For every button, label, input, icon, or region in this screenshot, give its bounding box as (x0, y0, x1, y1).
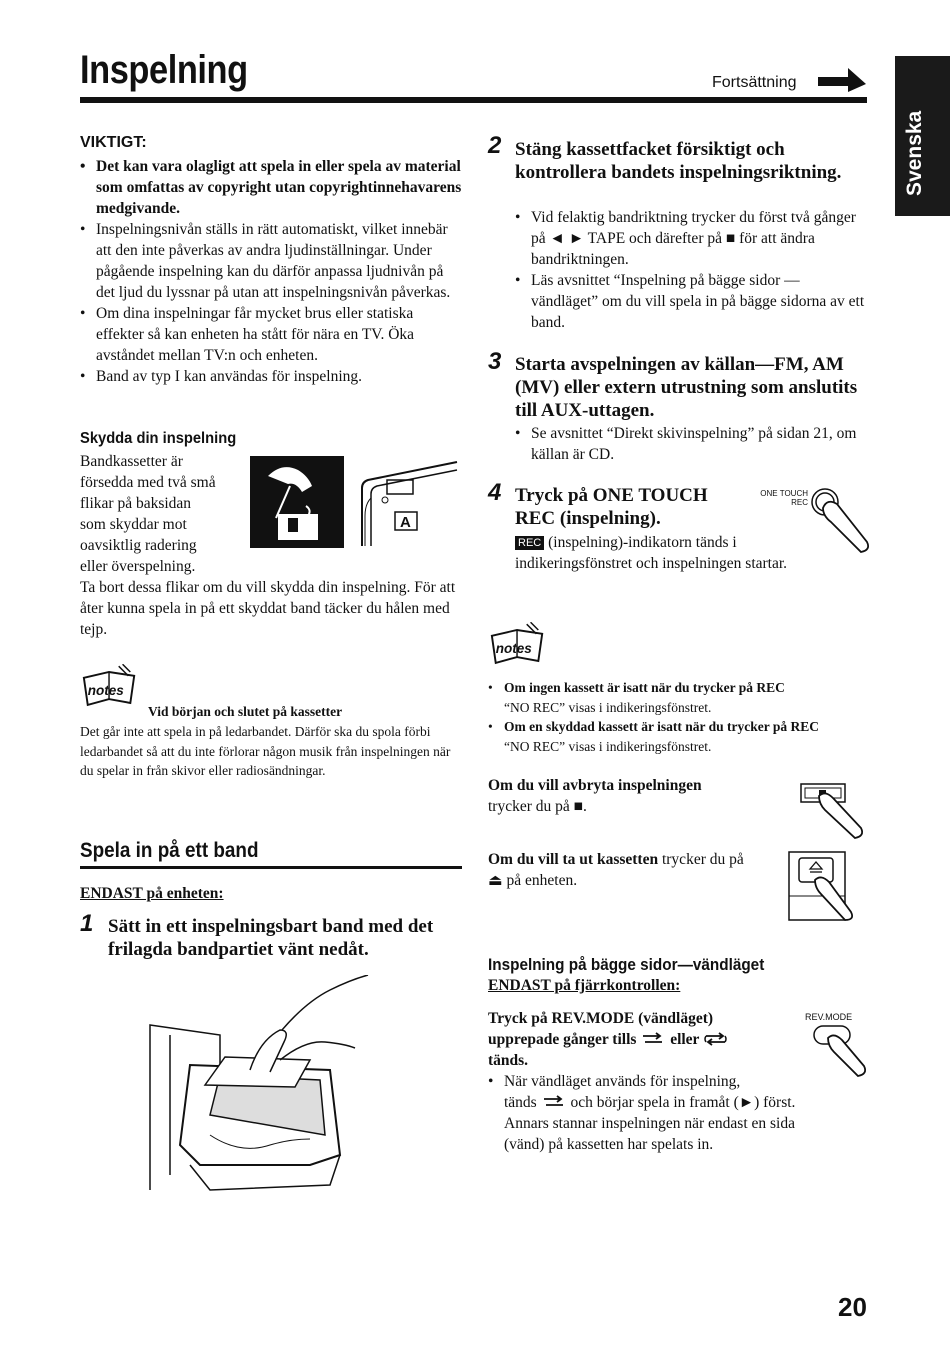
reverse-both-ways-icon (703, 1032, 729, 1046)
rev-item-line: Annars stannar inspelningen när endast en sida (vänd) på kassetten har spelats in. (504, 1115, 795, 1153)
page-number: 20 (838, 1292, 867, 1322)
reverse-one-way-icon (640, 1032, 666, 1046)
step-3-number: 3 (488, 348, 502, 375)
continuation-arrow-icon (818, 66, 868, 94)
protect-line: Bandkassetter är (80, 453, 183, 470)
notes-text: Det går inte att spela in på ledarbandet. Därför ska du spola förbi ledarbandet så att du inte förlorar någon musik från inspelningen när du spelar in från skivor eller radiosändningar. (80, 724, 451, 778)
rev-list (488, 1071, 833, 1155)
notes-heading: Vid början och slutet på kassetter (148, 704, 343, 719)
important-list (80, 156, 462, 387)
continuation-label: Fortsättning (712, 74, 797, 91)
step-2-list (515, 207, 865, 333)
rev-mode-label: REV.MODE (805, 1012, 853, 1022)
important-item: • Inspelningsnivån ställs in rätt automatiskt, vilket innebär att den inte påverkas av andra ljudinställningar. Under pågående inspelning kan du därför anpassa ljudnivån på det ljud du lyssnar på utan att inspelningsnivån påverkas. (80, 219, 462, 303)
protect-line: oavsiktlig radering (80, 537, 197, 554)
rev-item-line (504, 1092, 833, 1113)
protect-line: eller överspelning. (80, 558, 196, 575)
stop-button-illustration (795, 780, 870, 840)
protect-tail: Ta bort dessa flikar om du vill skydda din inspelning. För att åter kunna spela in på ett skyddat band täcker du hålen med tejp. (80, 579, 456, 638)
step-4-number: 4 (488, 479, 502, 506)
important-item: • Band av typ I kan användas för inspelning. (80, 366, 462, 387)
step-1-number: 1 (80, 910, 94, 937)
one-touch-label (760, 489, 808, 507)
step-3-text: Starta avspelningen av källan—FM, AM (MV) eller extern utrustning som anslutits till AUX-uttagen. (515, 354, 858, 421)
rev-only-label: ENDAST på fjärrkontrollen: (488, 977, 681, 994)
header-rule (80, 97, 867, 103)
protect-line: som skyddar mot (80, 516, 187, 533)
rev-instruction (488, 1008, 788, 1071)
rev-item-part: och börjar spela in framåt (►) först. (570, 1094, 796, 1111)
notes-icon (488, 622, 548, 667)
note-item-text: “NO REC” visas i indikeringsfönstret. (504, 699, 712, 715)
svg-text:A: A (400, 514, 411, 531)
step-2-item: • Vid felaktig bandriktning trycker du först två gånger på ◄ ► TAPE och därefter på ■ för att ändra bandriktningen. (515, 207, 865, 270)
step-1-text: Sätt in ett inspelningsbart band med det frilagda bandpartiet vänt nedåt. (108, 916, 434, 960)
eject-heading: Om du vill ta ut kassetten (488, 851, 659, 868)
rev-instruction-part: upprepade gånger tills (488, 1031, 637, 1048)
cassette-corner-illustration (357, 456, 462, 548)
rev-instruction-line (488, 1029, 788, 1050)
rev-instruction-part: eller (670, 1031, 700, 1048)
eject-button-illustration (785, 850, 870, 922)
note-item-heading: • Om ingen kassett är isatt när du trycker på REC (504, 680, 785, 695)
section-rule (80, 866, 462, 869)
eject-text-part: trycker du på (658, 851, 744, 868)
step-3-list (515, 423, 865, 465)
important-item: • Det kan vara olagligt att spela in eller spela av material som omfattas av copyright utan copyrightinnehavarens medgivande. (80, 156, 462, 219)
step-2-text: Stäng kassettfacket försiktigt och kontrollera bandets inspelningsriktning. (515, 139, 842, 183)
step-2-number: 2 (488, 132, 502, 159)
stop-heading: Om du vill avbryta inspelningen (488, 777, 702, 794)
cassette-tab-illustration (250, 456, 344, 548)
eject-text (488, 849, 778, 891)
rec-indicator-badge: REC (515, 536, 544, 550)
note-item (488, 717, 878, 756)
rev-item (488, 1071, 833, 1155)
stop-text: trycker du på ■. (488, 798, 587, 815)
notes-icon (80, 664, 140, 709)
notes-icon-label: notes (87, 683, 124, 699)
note-item (488, 678, 878, 717)
rev-mode-button-illustration (810, 1022, 872, 1082)
one-touch-label-line: ONE TOUCH (760, 489, 808, 498)
page-title: Inspelning (80, 48, 248, 92)
rev-instruction-line: tänds. (488, 1052, 529, 1069)
step-4-text: Tryck på ONE TOUCH REC (inspelning). (515, 485, 708, 529)
one-touch-label-line: REC (791, 498, 808, 507)
language-tab-label: Svenska (903, 110, 926, 196)
important-heading: VIKTIGT: (80, 134, 147, 151)
notes-icon-label: notes (495, 641, 532, 657)
note-item-heading: • Om en skyddad kassett är isatt när du trycker på REC (504, 719, 820, 734)
protect-line: flikar på baksidan (80, 495, 192, 512)
step-2-item: • Läs avsnittet “Inspelning på bägge sidor —vändläget” om du vill spela in på bägge sidorna av ett band. (515, 270, 865, 333)
step-4-body-text: (inspelning)-indikatorn tänds i indikeringsfönstret och inspelningen startar. (515, 534, 788, 572)
one-touch-rec-button-illustration (805, 482, 875, 554)
right-notes-list (488, 678, 878, 756)
cassette-insert-illustration (130, 975, 370, 1195)
step-4-body (515, 532, 790, 574)
eject-text-part: ⏏ på enheten. (488, 872, 578, 889)
important-item: • Om dina inspelningar får mycket brus eller statiska effekter så kan enheten ha stått för nära en TV. Öka avståndet mellan TV:n och enheten. (80, 303, 462, 366)
note-item-text: “NO REC” visas i indikeringsfönstret. (504, 738, 712, 754)
protect-heading: Skydda din inspelning (80, 430, 237, 447)
rev-heading: Inspelning på bägge sidor—vändläget (488, 955, 765, 974)
language-tab (895, 56, 950, 216)
protect-text (80, 451, 250, 577)
protect-line: försedda med två små (80, 474, 216, 491)
reverse-one-way-icon (541, 1095, 567, 1109)
rev-item-line: • När vändläget används för inspelning, (504, 1073, 741, 1090)
rev-item-part: tänds (504, 1094, 537, 1111)
section-heading: Spela in på ett band (80, 839, 259, 862)
step-3-item: • Se avsnittet “Direkt skivinspelning” på sidan 21, om källan är CD. (515, 423, 865, 465)
only-unit-label: ENDAST på enheten: (80, 885, 224, 902)
rev-instruction-line: Tryck på REV.MODE (vändläget) (488, 1010, 714, 1027)
